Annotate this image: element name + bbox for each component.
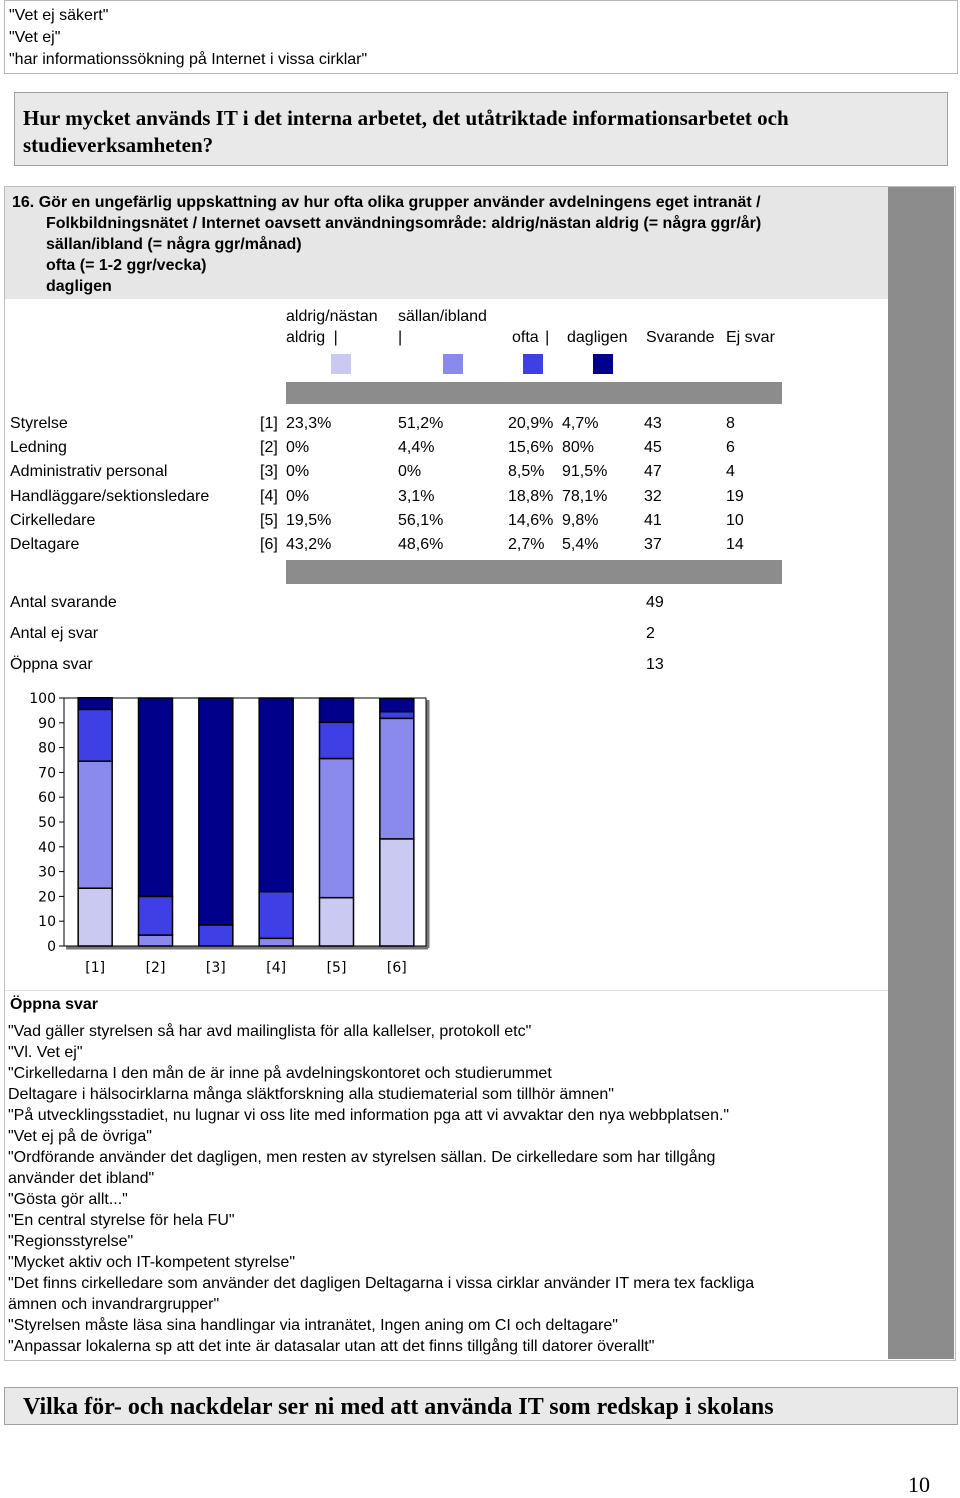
col-header-text: aldrig: [286, 329, 326, 346]
y-tick-label: 90: [38, 715, 56, 732]
table-footer-bar: [286, 560, 782, 584]
cell-code: [1]: [260, 415, 278, 432]
y-tick-label: 10: [38, 914, 56, 931]
open-answer-line: "Det finns cirkelledare som använder det dagligen Deltagarna i vissa cirklar använder IT mera tex fackliga: [8, 1275, 755, 1292]
antal-svarande-value: 49: [646, 594, 664, 611]
y-tick-label: 80: [38, 740, 56, 757]
cell-v1: 23,3%: [286, 415, 332, 432]
cell-ej: 19: [726, 487, 744, 505]
antal-ej-svar-label: Antal ej svar: [10, 625, 99, 642]
section-title: Hur mycket används IT i det interna arbetet, det utåtriktade informationsarbetet och studieverksamheten?: [23, 106, 789, 157]
legend-swatch-ofta: [523, 354, 543, 374]
page-number: 10: [908, 1472, 930, 1497]
bar-segment: [380, 712, 414, 719]
previous-answer-line: "Vet ej säkert": [9, 7, 109, 24]
col-header-ej-svar: Ej svar: [726, 329, 775, 346]
open-answer-line: "En central styrelse för hela FU": [8, 1212, 235, 1229]
x-tick-label: [5]: [326, 960, 347, 976]
bar-segment: [380, 718, 414, 839]
col-header-text: ofta: [512, 329, 539, 346]
bar-segment: [320, 898, 354, 946]
divider: [5, 990, 888, 991]
col-header-ofta: ofta |: [512, 329, 550, 346]
open-answer-line: "Anpassar lokalerna sp att det inte är datasalar utan att det finns tillgång till datorer överallt": [8, 1338, 655, 1355]
bar-segment: [259, 698, 293, 892]
open-answer-line: "Vet ej på de övriga": [8, 1128, 152, 1145]
antal-ej-svar-value: 2: [646, 625, 655, 642]
y-tick-label: 40: [38, 839, 56, 856]
x-tick-label: [3]: [205, 960, 226, 976]
bar-segment: [78, 698, 112, 710]
bar-segment: [259, 892, 293, 939]
y-tick-label: 30: [38, 864, 56, 881]
open-answer-line: "Vad gäller styrelsen så har avd mailinglista för alla kallelser, protokoll etc": [8, 1023, 532, 1040]
cell-label: Cirkelledare: [10, 511, 96, 529]
antal-svarande-label: Antal svarande: [10, 594, 117, 611]
previous-answers-box: [4, 0, 958, 74]
bar-segment: [259, 938, 293, 946]
legend-swatch-dagligen: [593, 354, 613, 374]
cell-label: Administrativ personal: [10, 463, 168, 481]
question-line: Gör en ungefärlig uppskattning av hur ofta olika grupper använder avdelningens eget intranät /: [38, 194, 761, 211]
y-tick-label: 100: [29, 691, 56, 707]
bar-segment: [320, 722, 354, 758]
open-answers-title: Öppna svar: [10, 996, 99, 1013]
cell-v1: 0%: [286, 463, 310, 481]
y-tick-label: 20: [38, 889, 56, 906]
cell-code: [5]: [260, 511, 278, 529]
x-tick-label: [1]: [85, 960, 106, 976]
bar-segment: [380, 839, 414, 946]
col-header-dagligen: dagligen: [567, 329, 628, 346]
table-header-bar: [286, 382, 782, 404]
stacked-bar-chart: [10, 690, 430, 980]
question-text: [12, 192, 882, 297]
cell-v3: 15,6%: [508, 439, 554, 457]
question-line: Folkbildningsnätet / Internet oavsett användningsområde: aldrig/nästan aldrig (= några ggr/år): [46, 215, 762, 232]
bar-segment: [78, 888, 112, 946]
open-answer-line: ämnen och invandrargrupper": [8, 1296, 220, 1313]
bar-segment: [139, 896, 173, 935]
previous-answer-line: "har informationssökning på Internet i vissa cirklar": [9, 51, 368, 68]
bar-segment: [320, 759, 354, 898]
cell-v3: 8,5%: [508, 463, 545, 481]
open-answer-line: "Gösta gör allt...": [8, 1191, 128, 1208]
cell-v1: 0%: [286, 487, 310, 505]
y-tick-label: 0: [47, 939, 56, 955]
open-answer-line: "Cirkelledarna I den mån de är inne på avdelningskontoret och studierummet: [8, 1065, 552, 1082]
cell-v2: 4,4%: [398, 439, 435, 457]
x-tick-label: [6]: [386, 960, 407, 976]
open-answer-line: "Styrelsen måste läsa sina handlingar via intranätet, Ingen aning om CI och deltagare": [8, 1317, 618, 1334]
cell-v1: 43,2%: [286, 536, 332, 553]
bar-segment: [380, 698, 414, 711]
cell-v4: 4,7%: [562, 415, 599, 432]
cell-v4: 5,4%: [562, 536, 599, 553]
open-answer-line: "Ordförande använder det dagligen, men resten av styrelsen sällan. De cirkelledare som har tillgång: [8, 1149, 716, 1166]
cell-code: [2]: [260, 439, 278, 457]
next-section-title: Vilka för- och nackdelar ser ni med att använda IT som redskap i skolans: [23, 1394, 774, 1420]
plot-area: [64, 698, 426, 946]
cell-code: [3]: [260, 463, 278, 481]
cell-v3: 2,7%: [508, 536, 545, 553]
col-header-text: aldrig/nästan: [286, 308, 378, 325]
panel-side-bar: [888, 187, 954, 1359]
col-header-aldrig: aldrig/nästan aldrig |: [286, 308, 378, 346]
cell-v2: 51,2%: [398, 415, 444, 432]
cell-label: Handläggare/sektionsledare: [10, 487, 210, 505]
legend-swatch-sallan: [443, 354, 463, 374]
x-tick-label: [4]: [266, 960, 287, 976]
cell-sv: 45: [644, 439, 662, 457]
open-answer-line: "Vl. Vet ej": [8, 1044, 83, 1061]
y-tick-label: 60: [38, 790, 56, 807]
cell-v2: 48,6%: [398, 536, 444, 553]
bar-segment: [199, 698, 233, 925]
open-answer-line: "På utvecklingsstadiet, nu lugnar vi oss lite med information pga att vi avvaktar den nya webbplatsen.": [8, 1107, 730, 1124]
y-tick-label: 70: [38, 765, 56, 782]
cell-v2: 0%: [398, 463, 422, 481]
cell-ej: 8: [726, 415, 735, 432]
cell-sv: 41: [644, 511, 662, 529]
cell-v2: 56,1%: [398, 511, 444, 529]
cell-ej: 4: [726, 463, 735, 481]
question-line: dagligen: [46, 278, 112, 295]
cell-label: Ledning: [10, 439, 67, 457]
cell-v3: 20,9%: [508, 415, 554, 432]
legend-swatch-aldrig: [331, 354, 351, 374]
oppna-svar-value: 13: [646, 656, 664, 673]
bar-segment: [78, 761, 112, 888]
cell-v4: 91,5%: [562, 463, 608, 481]
cell-ej: 6: [726, 439, 735, 457]
open-answer-line: använder det ibland": [8, 1170, 155, 1187]
open-answers-list: [8, 1021, 884, 1357]
y-tick-label: 50: [38, 815, 56, 831]
cell-code: [4]: [260, 487, 278, 505]
next-section-header: [4, 1387, 958, 1425]
bar-segment: [139, 698, 173, 896]
x-tick-label: [2]: [145, 960, 166, 976]
previous-answer-line: "Vet ej": [9, 29, 61, 46]
cell-v2: 3,1%: [398, 487, 435, 505]
bar-segment: [139, 935, 173, 946]
cell-v1: 19,5%: [286, 511, 332, 529]
cell-v4: 78,1%: [562, 487, 608, 505]
col-header-sallan: sällan/ibland |: [398, 308, 487, 346]
bar-segment: [199, 925, 233, 946]
cell-sv: 43: [644, 415, 662, 432]
col-header-text: sällan/ibland: [398, 308, 487, 325]
cell-ej: 10: [726, 511, 744, 529]
open-answer-line: "Mycket aktiv och IT-kompetent styrelse": [8, 1254, 296, 1271]
cell-v1: 0%: [286, 439, 310, 457]
cell-code: [6]: [260, 536, 278, 553]
cell-label: Styrelse: [10, 415, 68, 432]
section-header: [14, 92, 948, 166]
open-answer-line: Deltagare i hälsocirklarna många släktforskning alla studiematerial som tillhör ämnen": [8, 1086, 614, 1103]
cell-ej: 14: [726, 536, 744, 553]
cell-v3: 14,6%: [508, 511, 554, 529]
cell-sv: 32: [644, 487, 662, 505]
cell-v4: 9,8%: [562, 511, 599, 529]
cell-sv: 37: [644, 536, 662, 553]
question-line: ofta (= 1-2 ggr/vecka): [46, 257, 207, 274]
open-answer-line: "Regionsstyrelse": [8, 1233, 134, 1250]
bar-segment: [320, 698, 354, 722]
oppna-svar-label: Öppna svar: [10, 656, 93, 673]
cell-sv: 47: [644, 463, 662, 481]
cell-v3: 18,8%: [508, 487, 554, 505]
col-header-svarande: Svarande: [646, 329, 715, 346]
question-number: 16.: [12, 194, 35, 211]
bar-segment: [78, 709, 112, 761]
question-line: sällan/ibland (= några ggr/månad): [46, 236, 302, 253]
cell-label: Deltagare: [10, 536, 80, 553]
cell-v4: 80%: [562, 439, 595, 457]
